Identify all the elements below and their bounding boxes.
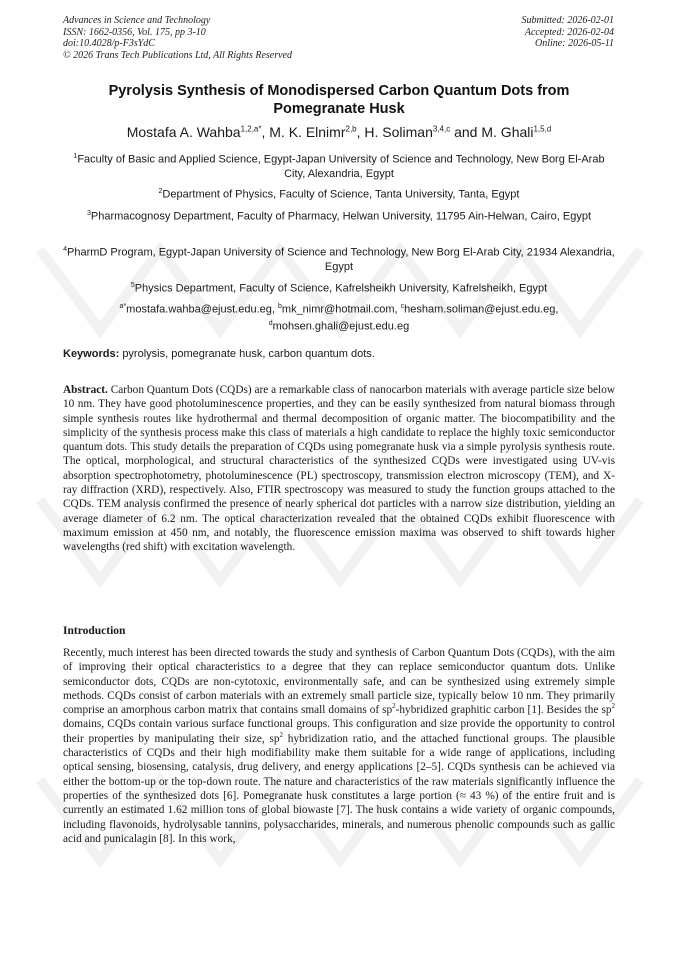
- affiliation: $^2$Department of Physics, Faculty of Science, Tanta University, Tanta, Egypt: [158, 188, 520, 201]
- author-sup: 2,b: [345, 124, 357, 134]
- author-name: M. Ghali: [481, 124, 534, 140]
- author-sup: 1,2,a*: [240, 124, 262, 134]
- copyright: © 2026 Trans Tech Publications Ltd, All Rights Reserved: [63, 49, 292, 61]
- author-list: Mostafa A. Wahba$^{1,2,a*}$, M. K. Elnimr$^{2,b}$, H. Soliman$^{3,4,c}$ and M. Ghali$^{1,5,d}$: [126, 124, 552, 140]
- affiliation: $^1$Faculty of Basic and Applied Science, Egypt-Japan University of Science and Technology, New Borg El-Arab City, Alexandria, Egypt: [73, 153, 605, 180]
- dates-info: [522, 15, 615, 50]
- email-link[interactable]: hesham.soliman@ejust.edu.eg,: [404, 303, 559, 316]
- author-name: Mostafa A. Wahba: [126, 124, 241, 140]
- affiliation: $^4$PharmD Program, Egypt-Japan University of Science and Technology, New Borg El-Arab City, 21934 Alexandria, Egypt: [63, 246, 615, 273]
- author-sup: 3,4,c: [432, 124, 451, 134]
- issn: ISSN: 1662-0356, Vol. 175, pp 3-10: [63, 26, 206, 38]
- affiliation: $^3$Pharmacognosy Department, Faculty of Pharmacy, Helwan University, 11795 Ain-Helwan, Cairo, Egypt: [86, 210, 591, 223]
- keywords: [63, 348, 615, 360]
- email-link[interactable]: mostafa.wahba@ejust.edu.eg,: [126, 303, 275, 316]
- author-name: M. K. Elnimr: [269, 124, 346, 140]
- accepted-date: Accepted: 2026-02-04: [524, 26, 614, 38]
- email-link[interactable]: mohsen.ghali@ejust.edu.eg: [272, 320, 410, 333]
- author-name: H. Soliman: [364, 124, 433, 140]
- author-sup: 1,5,d: [533, 124, 552, 134]
- affiliation: $^5$Physics Department, Faculty of Science, Kafrelsheikh University, Kafrelsheikh, Egypt: [130, 282, 548, 295]
- email-list: $^{a*}$mostafa.wahba@ejust.edu.eg, $^b$mk_nimr@hotmail.com, $^c$hesham.soliman@ejust.edu.eg, $^d$mohsen.ghali@ejust.edu.eg: [119, 303, 559, 333]
- section-heading: Introduction: [63, 625, 126, 637]
- journal-name: Advances in Science and Technology: [63, 15, 211, 26]
- email-link[interactable]: mk_nimr@hotmail.com,: [281, 303, 398, 316]
- abstract-text: Carbon Quantum Dots (CQDs) are a remarkable class of nanocarbon materials with average particle size below 10 nm. They have good photoluminescence properties, and they can be easily synthesized from natural biomass through simple synthesis routes like hydrothermal and thermal decomposition of organic matter. The biocompatibility and the simplicity of the synthesis process make this class of materials a high candidate to replace the highly toxic semiconductor quantum dots. This study details the preparation of CQDs using pomegranate husk via a simple pyrolysis synthesis route. The optical, morphological, and structural characteristics of the synthesized CQDs were investigated using UV-vis absorption spectrophotometry, photoluminescence (PL) spectroscopy, transmission electron microscopy (TEM), and X-ray diffraction (XRD), respectively. Also, FTIR spectroscopy was measured to study the function groups attached to the CQDs. TEM analysis confirmed the presence of nearly spherical dot particles with a narrow size distribution, yielding an average diameter of 6.2 nm. The optical characterization revealed that the obtained CQDs exhibit fluorescence with maximum emission at 450 nm, and notably, the fluorescence emission maxima was observed to shift towards higher wavelengths (red shift) with excitation wavelength.: [63, 384, 615, 554]
- doi: doi:10.4028/p-F3sYdC: [63, 38, 155, 49]
- submitted-date: Submitted: 2026-02-01: [521, 15, 614, 26]
- keywords-label: Keywords:: [63, 348, 120, 360]
- keywords-text: pyrolysis, pomegranate husk, carbon quantum dots.: [122, 348, 375, 360]
- online-date: Online: 2026-05-11: [535, 38, 614, 49]
- journal-info: [63, 15, 292, 61]
- paper-title: Pyrolysis Synthesis of Monodispersed Carbon Quantum Dots from Pomegranate Husk: [108, 83, 570, 117]
- abstract: [63, 383, 615, 555]
- abstract-label: Abstract.: [63, 384, 108, 396]
- introduction-text: Recently, much interest has been directed towards the study and synthesis of Carbon Quantum Dots (CQDs), with the aim of improving their optical characteristics to a degree that they can replace semiconductor quantum dots. Unlike semiconductor dots, CQDs are non-cytotoxic, environmentally safe, and can be synthesized using extremely simple methods. CQDs consist of carbon materials with an extremely small particle size, typically below 10 nm. They primarily comprise an amorphous carbon matrix that contains small domains of $sp^2$-hybridized graphitic carbon [1]. Besides the $sp^2$ domains, CQDs contain various surface functional groups. This configuration and size provide the opportunity to control their properties by manipulating their size, $sp^2$ hybridization ratio, and the attached functional groups. The plausible characteristics of CQDs and their high modifiability make them suitable for a wide range of applications, including optical sensing, biosensing, catalysis, drug delivery, and energy applications [2–5]. CQDs synthesis can be achieved via either the bottom-up or the top-down route. The nature and characteristics of the raw materials significantly influence the properties of the synthesized dots [6]. Pomegranate husk constitutes a large portion (≈ 43 %) of the entire fruit and is currently an estimated 1.62 million tons of global biowaste [7]. The husk contains a wide variety of organic compounds, including flavonoids, hydrolysable tannins, polysaccharides, minerals, and numerous phenolic compounds such as gallic acid and punicalagin [8]. In this work,: [63, 647, 615, 845]
